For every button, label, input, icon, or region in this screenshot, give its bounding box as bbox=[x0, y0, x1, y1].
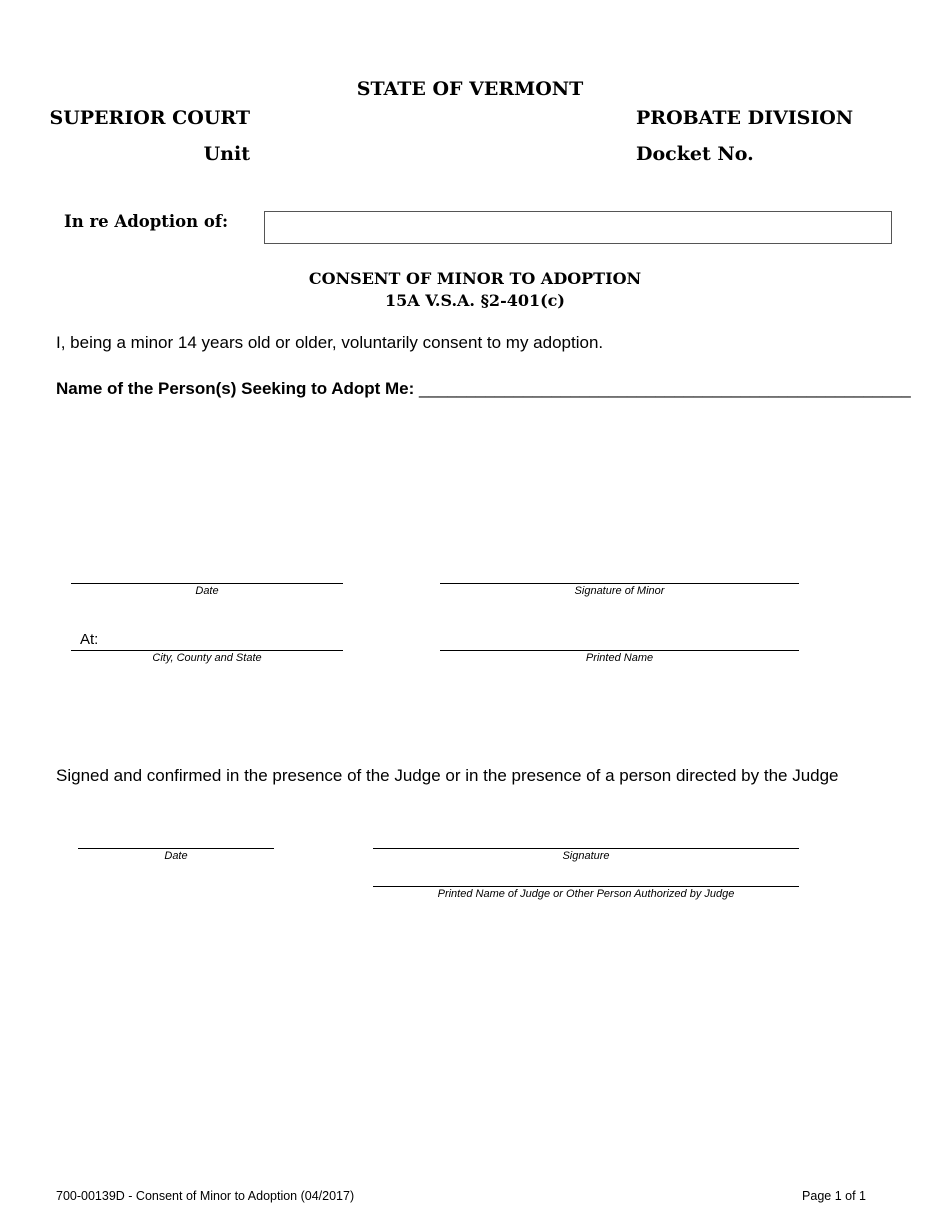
minor-signature-line[interactable] bbox=[440, 583, 799, 584]
judge-signature-caption: Signature bbox=[562, 850, 610, 862]
docket-label: Docket No. bbox=[636, 143, 754, 165]
judge-printed-name-line[interactable] bbox=[373, 886, 799, 887]
at-label: At: bbox=[80, 631, 99, 648]
in-re-label: In re Adoption of: bbox=[64, 212, 229, 231]
adoptee-name-field[interactable] bbox=[264, 211, 892, 244]
page-number: Page 1 of 1 bbox=[802, 1189, 866, 1203]
unit-label: Unit bbox=[203, 143, 250, 165]
judge-confirmation-text: Signed and confirmed in the presence of the Judge or in the presence of a person directed by the Judge bbox=[56, 766, 839, 785]
form-title-statute: 15A V.S.A. §2-401(c) bbox=[385, 291, 565, 310]
form-title bbox=[0, 268, 950, 312]
adopters-name-field[interactable]: ____________________________________________________ bbox=[419, 379, 911, 398]
court-name: SUPERIOR COURT bbox=[49, 107, 250, 129]
printed-name-line[interactable] bbox=[440, 650, 799, 651]
state-title: STATE OF VERMONT bbox=[356, 78, 584, 100]
form-id-footer: 700-00139D - Consent of Minor to Adoption (04/2017) bbox=[56, 1189, 355, 1203]
judge-printed-name-caption: Printed Name of Judge or Other Person Authorized by Judge bbox=[437, 888, 735, 900]
printed-name-caption: Printed Name bbox=[585, 652, 654, 664]
division-name: PROBATE DIVISION bbox=[636, 107, 854, 129]
judge-date-caption: Date bbox=[164, 850, 188, 862]
judge-date-line[interactable] bbox=[78, 848, 274, 849]
adopters-label: Name of the Person(s) Seeking to Adopt Me: bbox=[56, 379, 415, 398]
judge-signature-line[interactable] bbox=[373, 848, 799, 849]
adopters-line bbox=[56, 379, 911, 399]
minor-date-line[interactable] bbox=[71, 583, 343, 584]
consent-statement: I, being a minor 14 years old or older, voluntarily consent to my adoption. bbox=[56, 333, 604, 352]
location-caption: City, County and State bbox=[152, 652, 262, 664]
location-line[interactable] bbox=[71, 650, 343, 651]
minor-date-caption: Date bbox=[195, 585, 219, 597]
minor-signature-caption: Signature of Minor bbox=[574, 585, 665, 597]
form-title-line1: CONSENT OF MINOR TO ADOPTION bbox=[308, 269, 642, 288]
